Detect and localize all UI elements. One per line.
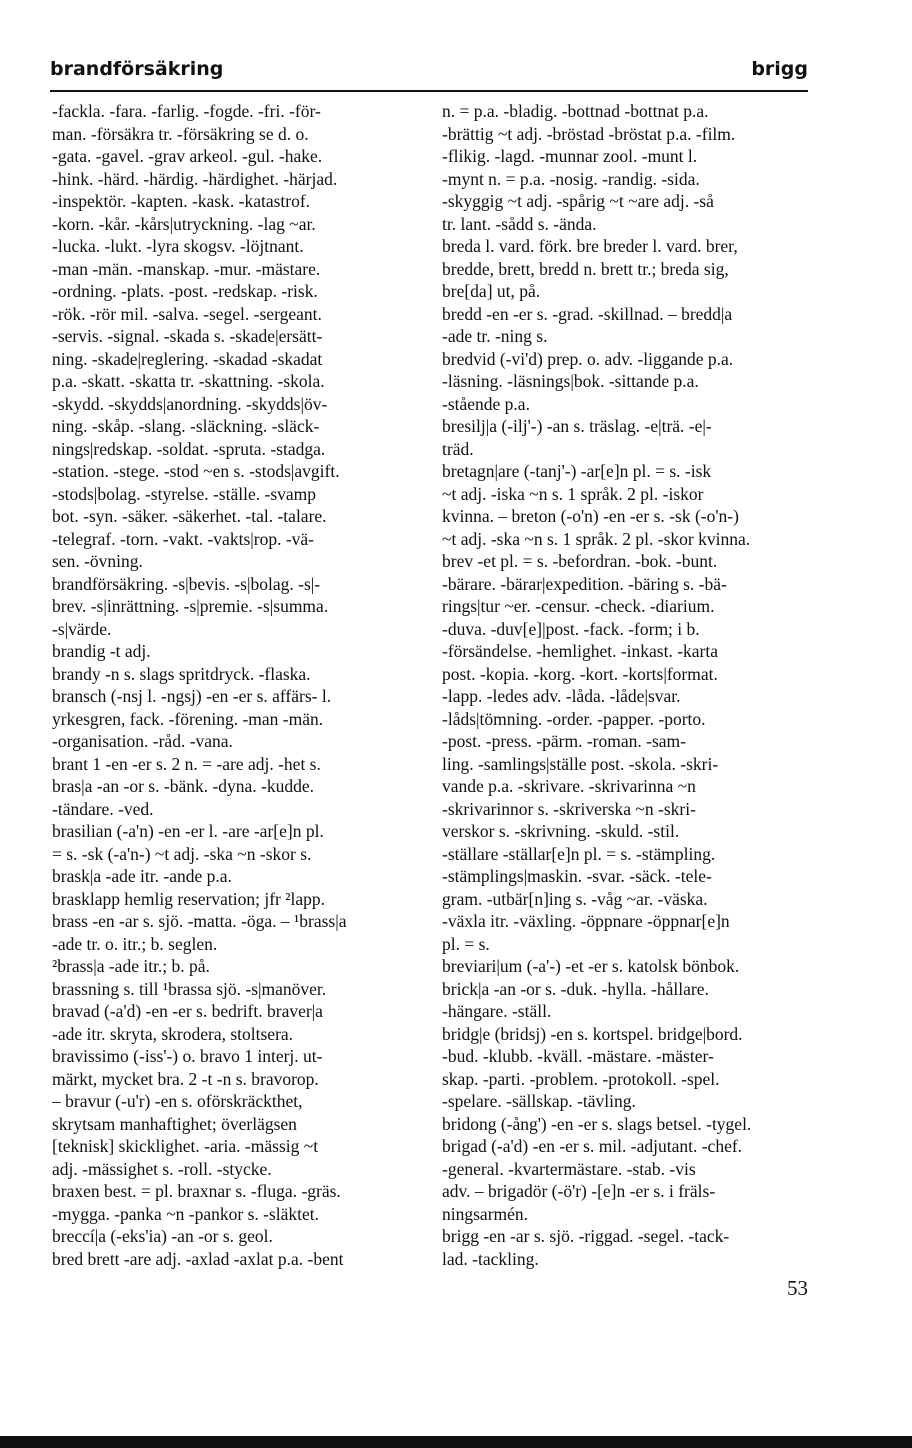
dictionary-line: brassning s. till ¹brassa sjö. -s|manöver.	[52, 978, 327, 999]
dictionary-line: brev. -s|inrättning. -s|premie. -s|summa.	[52, 596, 329, 616]
dictionary-line: n. = p.a. -bladig. -bottnad -bottnat p.a.	[442, 101, 709, 121]
dictionary-line: verskor s. -skrivning. -skuld. -stil.	[442, 821, 680, 841]
dictionary-line: bredvid (-vi'd) prep. o. adv. -liggande p.a.	[442, 348, 734, 369]
dictionary-line: vande p.a. -skrivare. -skrivarinna ~n	[442, 776, 696, 796]
dictionary-line: man. -försäkra tr. -försäkring se d. o.	[52, 123, 309, 144]
dictionary-line: -skrivarinnor s. -skriverska ~n -skri-	[442, 798, 696, 819]
dictionary-line: träd.	[442, 438, 474, 459]
dictionary-line: ning. -skade|reglering. -skadad -skadat	[52, 348, 323, 369]
dictionary-line: lad. -tackling.	[442, 1248, 539, 1269]
dictionary-line: skrytsam manhaftighet; överlägsen	[52, 1113, 297, 1134]
dictionary-line: tr. lant. -sådd s. -ända.	[442, 213, 597, 234]
dictionary-line: ling. -samlings|ställe post. -skola. -skri-	[442, 753, 719, 774]
running-head-right: brigg	[751, 58, 808, 80]
dictionary-line: brask|a -ade itr. -ande p.a.	[52, 866, 232, 886]
dictionary-line: rings|tur ~er. -censur. -check. -diarium.	[442, 596, 715, 616]
dictionary-line: bravad (-a'd) -en -er s. bedrift. braver|a	[52, 1001, 323, 1021]
dictionary-line: bravissimo (-iss'-) o. bravo 1 interj. ut-	[52, 1046, 323, 1066]
dictionary-line: -bud. -klubb. -kväll. -mästare. -mäster-	[442, 1046, 714, 1066]
dictionary-line: -stods|bolag. -styrelse. -ställe. -svamp	[52, 483, 317, 504]
dictionary-line: -försändelse. -hemlighet. -inkast. -karta	[442, 641, 719, 661]
dictionary-line: kvinna. – breton (-o'n) -en -er s. -sk (-o'n-)	[442, 506, 739, 526]
dictionary-line: -mygga. -panka ~n -pankor s. -släktet.	[52, 1203, 320, 1224]
dictionary-line: -ade tr. -ning s.	[442, 326, 548, 346]
dictionary-line: ~t adj. -ska ~n s. 1 språk. 2 pl. -skor kvinna.	[442, 528, 751, 549]
dictionary-line: -bärare. -bärar|expedition. -bäring s. -bä-	[442, 573, 727, 594]
dictionary-line: ning. -skåp. -slang. -släckning. -släck-	[52, 416, 320, 436]
dictionary-line: -ställare -ställar[e]n pl. = s. -stämpling.	[442, 843, 716, 864]
dictionary-line: -telegraf. -torn. -vakt. -vakts|rop. -vä-	[52, 528, 315, 549]
dictionary-line: -post. -press. -pärm. -roman. -sam-	[442, 731, 686, 751]
dictionary-line: -hink. -härd. -härdig. -härdighet. -härjad.	[52, 168, 338, 189]
dictionary-line: sen. -övning.	[52, 551, 143, 571]
dictionary-line: adv. – brigadör (-ö'r) -[e]n -er s. i fräls-	[442, 1181, 716, 1201]
dictionary-line: pl. = s.	[442, 933, 490, 954]
dictionary-line: -mynt n. = p.a. -nosig. -randig. -sida.	[442, 168, 700, 189]
dictionary-line: -man -män. -manskap. -mur. -mästare.	[52, 258, 321, 279]
dictionary-line: bransch (-nsj l. -ngsj) -en -er s. affärs- l.	[52, 686, 332, 706]
dictionary-line: [teknisk] skicklighet. -aria. -mässig ~t	[52, 1136, 319, 1156]
dictionary-line: -skyggig ~t adj. -spårig ~t ~are adj. -så	[442, 191, 714, 211]
dictionary-line: brigad (-a'd) -en -er s. mil. -adjutant. -chef.	[442, 1136, 743, 1156]
left-column	[52, 100, 422, 1270]
dictionary-line: bras|a -an -or s. -bänk. -dyna. -kudde.	[52, 776, 315, 796]
dictionary-line: -korn. -kår. -kårs|utryckning. -lag ~ar.	[52, 213, 316, 234]
dictionary-line: -lucka. -lukt. -lyra skogsv. -löjtnant.	[52, 236, 304, 256]
dictionary-line: -ade itr. skryta, skrodera, stoltsera.	[52, 1023, 294, 1044]
dictionary-line: ²brass|a -ade itr.; b. på.	[52, 956, 210, 976]
dictionary-line: breda l. vard. förk. bre breder l. vard. brer,	[442, 236, 738, 256]
dictionary-line: bridg|e (bridsj) -en s. kortspel. bridge|bord.	[442, 1023, 743, 1044]
dictionary-line: -servis. -signal. -skada s. -skade|ersätt-	[52, 326, 323, 346]
dictionary-line: -hängare. -ställ.	[442, 1001, 552, 1021]
dictionary-line: breccí|a (-eks'ia) -an -or s. geol.	[52, 1226, 273, 1246]
dictionary-line: bresilj|a (-ilj'-) -an s. träslag. -e|trä. -e|-	[442, 416, 712, 436]
dictionary-line: bredde, brett, bredd n. brett tr.; breda sig,	[442, 258, 729, 279]
dictionary-line: -ordning. -plats. -post. -redskap. -risk.	[52, 281, 318, 301]
dictionary-line: -station. -stege. -stod ~en s. -stods|avgift.	[52, 461, 340, 481]
dictionary-line: brandy -n s. slags spritdryck. -flaska.	[52, 663, 311, 684]
dictionary-line: brasilian (-a'n) -en -er l. -are -ar[e]n pl.	[52, 821, 324, 841]
dictionary-line: braxen best. = pl. braxnar s. -fluga. -gräs.	[52, 1181, 341, 1201]
dictionary-line: bot. -syn. -säker. -säkerhet. -tal. -talare.	[52, 506, 327, 526]
dictionary-line: brev -et pl. = s. -befordran. -bok. -bunt.	[442, 551, 718, 571]
dictionary-line: -skydd. -skydds|anordning. -skydds|öv-	[52, 393, 328, 414]
dictionary-line: post. -kopia. -korg. -kort. -korts|format.	[442, 663, 718, 684]
dictionary-line: -fackla. -fara. -farlig. -fogde. -fri. -för-	[52, 101, 321, 121]
dictionary-line: -duva. -duv[e]|post. -fack. -form; i b.	[442, 618, 700, 639]
dictionary-line: -gata. -gavel. -grav arkeol. -gul. -hake.	[52, 146, 323, 166]
dictionary-line: -flikig. -lagd. -munnar zool. -munt l.	[442, 146, 698, 166]
dictionary-line: adj. -mässighet s. -roll. -stycke.	[52, 1158, 272, 1179]
dictionary-line: bre[da] ut, på.	[442, 281, 541, 301]
dictionary-line: breviari|um (-a'-) -et -er s. katolsk bönbok.	[442, 956, 740, 976]
right-column	[442, 100, 814, 1270]
dictionary-line: yrkesgren, fack. -förening. -man -män.	[52, 708, 324, 729]
dictionary-line: ningsarmén.	[442, 1203, 529, 1224]
header-rule	[50, 90, 808, 92]
running-head-left: brandförsäkring	[50, 58, 224, 80]
dictionary-line: brandförsäkring. -s|bevis. -s|bolag. -s|-	[52, 573, 321, 594]
dictionary-line: skap. -parti. -problem. -protokoll. -spel.	[442, 1068, 720, 1089]
dictionary-line: -tändare. -ved.	[52, 798, 154, 819]
dictionary-line: -stämplings|maskin. -svar. -säck. -tele-	[442, 866, 712, 886]
dictionary-line: -general. -kvartermästare. -stab. -vis	[442, 1158, 696, 1179]
dictionary-line: brasklapp hemlig reservation; jfr ²lapp.	[52, 888, 326, 909]
dictionary-line: – bravur (-u'r) -en s. oförskräckthet,	[52, 1091, 303, 1111]
dictionary-line: -organisation. -råd. -vana.	[52, 731, 233, 751]
dictionary-line: brigg -en -ar s. sjö. -riggad. -segel. -tack-	[442, 1226, 730, 1246]
dictionary-line: brass -en -ar s. sjö. -matta. -öga. – ¹brass|a	[52, 911, 347, 931]
dictionary-line: brant 1 -en -er s. 2 n. = -are adj. -het s.	[52, 753, 321, 774]
dictionary-line: ~t adj. -iska ~n s. 1 språk. 2 pl. -iskor	[442, 483, 704, 504]
dictionary-line: -läsning. -läsnings|bok. -sittande p.a.	[442, 371, 699, 391]
dictionary-line: -stående p.a.	[442, 393, 530, 414]
scan-edge	[0, 1436, 912, 1448]
dictionary-line: -ade tr. o. itr.; b. seglen.	[52, 933, 218, 954]
dictionary-line: bretagn|are (-tanj'-) -ar[e]n pl. = s. -isk	[442, 461, 712, 481]
dictionary-line: -rök. -rör mil. -salva. -segel. -sergeant.	[52, 303, 322, 324]
dictionary-line: märkt, mycket bra. 2 -t -n s. bravorop.	[52, 1068, 319, 1089]
dictionary-line: -växla itr. -växling. -öppnare -öppnar[e]n	[442, 911, 730, 931]
dictionary-line: -spelare. -sällskap. -tävling.	[442, 1091, 636, 1111]
dictionary-line: p.a. -skatt. -skatta tr. -skattning. -skola.	[52, 371, 325, 391]
page-number: 53	[787, 1276, 808, 1300]
dictionary-line: bredd -en -er s. -grad. -skillnad. – bredd|a	[442, 303, 733, 324]
dictionary-line: -lapp. -ledes adv. -låda. -låde|svar.	[442, 686, 681, 706]
dictionary-line: = s. -sk (-a'n-) ~t adj. -ska ~n -skor s.	[52, 843, 312, 864]
dictionary-line: gram. -utbär[n]ing s. -våg ~ar. -väska.	[442, 888, 708, 909]
dictionary-line: nings|redskap. -soldat. -spruta. -stadga.	[52, 438, 326, 459]
dictionary-line: brick|a -an -or s. -duk. -hylla. -hållare.	[442, 978, 709, 999]
dictionary-line: -inspektör. -kapten. -kask. -katastrof.	[52, 191, 311, 211]
dictionary-line: bridong (-ång') -en -er s. slags betsel. -tygel.	[442, 1113, 752, 1134]
dictionary-line: brandig -t adj.	[52, 641, 151, 661]
dictionary-line: -brättig ~t adj. -bröstad -bröstat p.a. -film.	[442, 123, 736, 144]
dictionary-line: -s|värde.	[52, 618, 112, 639]
dictionary-line: bred brett -are adj. -axlad -axlat p.a. -bent	[52, 1248, 344, 1269]
dictionary-line: -låds|tömning. -order. -papper. -porto.	[442, 708, 706, 729]
